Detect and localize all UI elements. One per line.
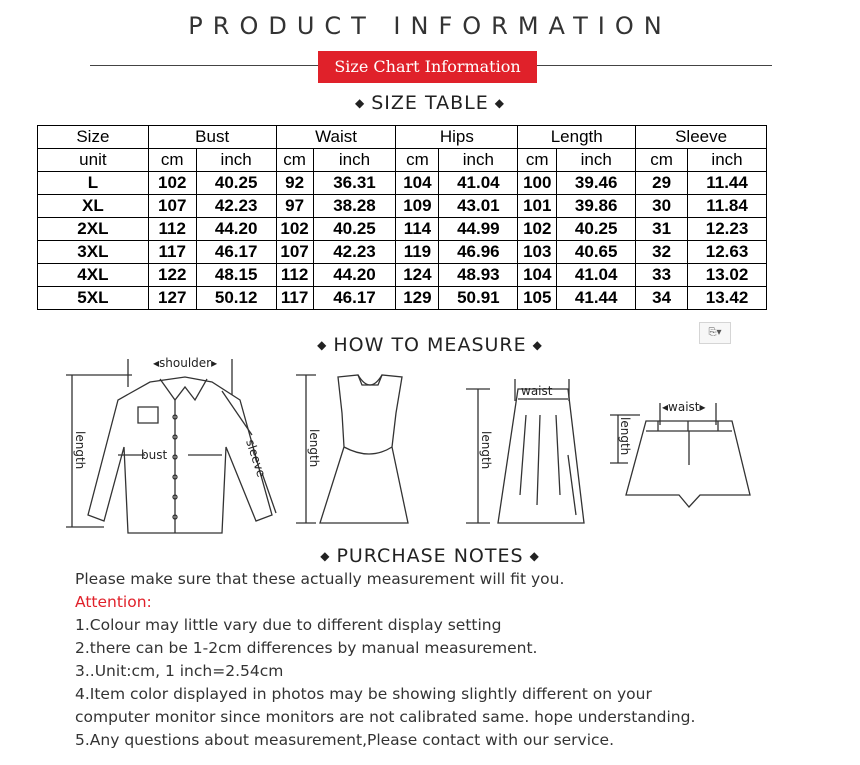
table-cell: 30 xyxy=(636,195,688,218)
attention-label: Attention: xyxy=(75,593,152,611)
table-cell: 92 xyxy=(276,172,313,195)
size-table-heading xyxy=(0,92,860,114)
table-cell: 40.25 xyxy=(313,218,396,241)
size-label-cell: 4XL xyxy=(38,264,149,287)
table-cell: 117 xyxy=(148,241,196,264)
note-item: 1.Colour may little vary due to different display setting xyxy=(75,616,502,634)
title-rule-right xyxy=(537,65,772,66)
diamond-bullet-icon: ◆ xyxy=(320,549,331,563)
table-cell: 39.86 xyxy=(557,195,636,218)
unit-cell: cm xyxy=(276,149,313,172)
size-label-cell: 3XL xyxy=(38,241,149,264)
table-cell: 40.25 xyxy=(196,172,276,195)
shorts-length-label: length xyxy=(618,417,632,456)
unit-cell: cm xyxy=(396,149,439,172)
table-cell: 13.42 xyxy=(688,287,767,310)
dress-length-label: length xyxy=(307,429,321,468)
table-cell: 109 xyxy=(396,195,439,218)
shorts-waist-label: ◂waist▸ xyxy=(662,400,706,414)
header-cell: Size xyxy=(38,126,149,149)
unit-cell: inch xyxy=(439,149,518,172)
table-cell: 41.44 xyxy=(557,287,636,310)
table-cell: 50.91 xyxy=(439,287,518,310)
header-cell: Length xyxy=(518,126,636,149)
note-item: 3..Unit:cm, 1 inch=2.54cm xyxy=(75,662,284,680)
table-cell: 105 xyxy=(518,287,557,310)
diamond-bullet-icon: ◆ xyxy=(317,338,328,352)
shoulder-label: ◂shoulder▸ xyxy=(153,356,218,370)
unit-cell: cm xyxy=(518,149,557,172)
table-cell: 36.31 xyxy=(313,172,396,195)
notes-intro: Please make sure that these actually measurement will fit you. xyxy=(75,570,565,588)
table-cell: 11.44 xyxy=(688,172,767,195)
table-cell: 48.15 xyxy=(196,264,276,287)
unit-cell: cm xyxy=(148,149,196,172)
size-label-cell: XL xyxy=(38,195,149,218)
table-cell: 122 xyxy=(148,264,196,287)
table-cell: 48.93 xyxy=(439,264,518,287)
note-item: 5.Any questions about measurement,Please contact with our service. xyxy=(75,731,615,749)
table-unit-row xyxy=(38,149,767,172)
header-cell: Sleeve xyxy=(636,126,767,149)
table-cell: 12.23 xyxy=(688,218,767,241)
table-cell: 104 xyxy=(518,264,557,287)
table-cell: 29 xyxy=(636,172,688,195)
table-cell: 34 xyxy=(636,287,688,310)
table-cell: 124 xyxy=(396,264,439,287)
size-label-cell: 5XL xyxy=(38,287,149,310)
table-cell: 11.84 xyxy=(688,195,767,218)
unit-cell: inch xyxy=(557,149,636,172)
header-cell: Waist xyxy=(276,126,396,149)
purchase-notes xyxy=(75,568,835,752)
table-cell: 46.17 xyxy=(196,241,276,264)
size-chart-ribbon: Size Chart Information xyxy=(318,51,537,83)
diamond-bullet-icon: ◆ xyxy=(355,96,366,110)
table-cell: 41.04 xyxy=(557,264,636,287)
table-cell: 107 xyxy=(148,195,196,218)
unit-cell: cm xyxy=(636,149,688,172)
table-cell: 13.02 xyxy=(688,264,767,287)
table-header-row xyxy=(38,126,767,149)
table-cell: 44.20 xyxy=(313,264,396,287)
table-cell: 41.04 xyxy=(439,172,518,195)
table-cell: 31 xyxy=(636,218,688,241)
notes-heading-text: PURCHASE NOTES xyxy=(336,545,524,567)
note-item: computer monitor since monitors are not calibrated same. hope understanding. xyxy=(75,708,696,726)
table-row xyxy=(38,195,767,218)
table-cell: 43.01 xyxy=(439,195,518,218)
table-row xyxy=(38,241,767,264)
table-cell: 44.99 xyxy=(439,218,518,241)
table-cell: 112 xyxy=(276,264,313,287)
note-item: 4.Item color displayed in photos may be showing slightly different on your xyxy=(75,685,652,703)
table-cell: 112 xyxy=(148,218,196,241)
table-cell: 102 xyxy=(518,218,557,241)
table-cell: 101 xyxy=(518,195,557,218)
title-rule-left xyxy=(90,65,318,66)
note-item: 2.there can be 1-2cm differences by manual measurement. xyxy=(75,639,538,657)
diamond-bullet-icon: ◆ xyxy=(529,549,540,563)
bust-label: bust xyxy=(141,448,168,462)
table-cell: 104 xyxy=(396,172,439,195)
table-cell: 40.25 xyxy=(557,218,636,241)
table-cell: 42.23 xyxy=(313,241,396,264)
table-row xyxy=(38,172,767,195)
table-cell: 12.63 xyxy=(688,241,767,264)
header-cell: Hips xyxy=(396,126,518,149)
page-title: PRODUCT INFORMATION xyxy=(188,12,672,40)
unit-cell: unit xyxy=(38,149,149,172)
table-cell: 97 xyxy=(276,195,313,218)
table-cell: 46.96 xyxy=(439,241,518,264)
table-cell: 39.46 xyxy=(557,172,636,195)
table-cell: 127 xyxy=(148,287,196,310)
table-cell: 32 xyxy=(636,241,688,264)
table-cell: 46.17 xyxy=(313,287,396,310)
diamond-bullet-icon: ◆ xyxy=(532,338,543,352)
shirt-length-label: length xyxy=(73,431,87,470)
table-row xyxy=(38,218,767,241)
size-label-cell: 2XL xyxy=(38,218,149,241)
table-cell: 50.12 xyxy=(196,287,276,310)
skirt-waist-label: waist xyxy=(521,384,553,398)
size-table-heading-text: SIZE TABLE xyxy=(371,92,489,114)
table-cell: 44.20 xyxy=(196,218,276,241)
table-cell: 129 xyxy=(396,287,439,310)
diamond-bullet-icon: ◆ xyxy=(494,96,505,110)
sleeve-label: sleeve xyxy=(243,437,269,479)
measurement-illustrations xyxy=(0,355,860,545)
measure-heading-text: HOW TO MEASURE xyxy=(333,334,527,356)
table-cell: 42.23 xyxy=(196,195,276,218)
size-table xyxy=(37,125,767,310)
header-cell: Bust xyxy=(148,126,276,149)
table-cell: 100 xyxy=(518,172,557,195)
table-cell: 107 xyxy=(276,241,313,264)
table-cell: 119 xyxy=(396,241,439,264)
unit-cell: inch xyxy=(688,149,767,172)
notes-heading xyxy=(0,545,860,567)
table-cell: 33 xyxy=(636,264,688,287)
table-cell: 103 xyxy=(518,241,557,264)
skirt-length-label: length xyxy=(479,431,493,470)
unit-cell: inch xyxy=(196,149,276,172)
table-cell: 40.65 xyxy=(557,241,636,264)
table-cell: 114 xyxy=(396,218,439,241)
table-cell: 102 xyxy=(148,172,196,195)
table-cell: 38.28 xyxy=(313,195,396,218)
measure-heading xyxy=(0,334,860,356)
table-cell: 102 xyxy=(276,218,313,241)
size-label-cell: L xyxy=(38,172,149,195)
unit-cell: inch xyxy=(313,149,396,172)
paste-options-icon[interactable]: ⎘▾ xyxy=(699,322,731,344)
table-cell: 117 xyxy=(276,287,313,310)
table-row xyxy=(38,287,767,310)
table-row xyxy=(38,264,767,287)
